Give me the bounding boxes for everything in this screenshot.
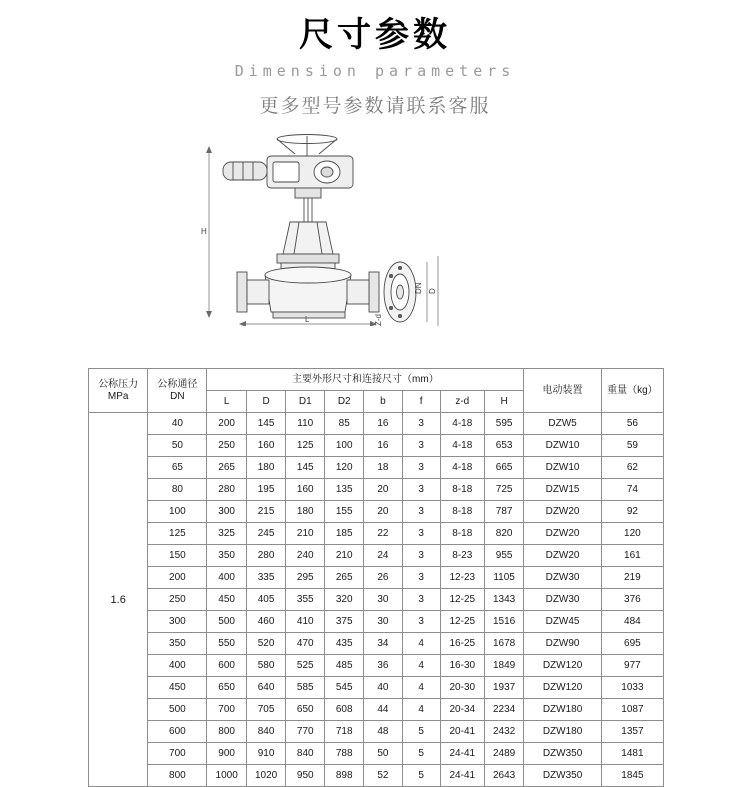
cell-l: 500 <box>207 611 246 633</box>
cell-h: 653 <box>484 435 523 457</box>
header-pressure-line1: 公称压力 <box>98 378 139 390</box>
cell-d1: 110 <box>286 413 325 435</box>
cell-f: 4 <box>402 677 440 699</box>
cell-d2: 320 <box>325 589 364 611</box>
cell-zd: 4-18 <box>440 435 484 457</box>
cell-zd: 12-23 <box>440 567 484 589</box>
cell-f: 3 <box>402 413 440 435</box>
cell-d: 640 <box>246 677 285 699</box>
header-actuator: 电动装置 <box>524 369 601 413</box>
cell-weight: 977 <box>601 655 663 677</box>
header-pressure-line2: MPa <box>107 390 129 402</box>
cell-l: 900 <box>207 743 246 765</box>
cell-d: 910 <box>246 743 285 765</box>
header-sub-l: L <box>207 391 246 413</box>
cell-weight: 1481 <box>601 743 663 765</box>
cell-d1: 410 <box>286 611 325 633</box>
cell-d1: 210 <box>286 523 325 545</box>
cell-d1: 125 <box>286 435 325 457</box>
cell-zd: 8-23 <box>440 545 484 567</box>
cell-d: 245 <box>246 523 285 545</box>
cell-dn: 40 <box>148 413 207 435</box>
table-row <box>89 743 664 765</box>
cell-zd: 8-18 <box>440 479 484 501</box>
page-title: 尺寸参数 <box>299 16 451 54</box>
cell-actuator: DZW30 <box>524 589 601 611</box>
table-row <box>89 633 664 655</box>
cell-weight: 74 <box>601 479 663 501</box>
cell-l: 400 <box>207 567 246 589</box>
cell-weight: 376 <box>601 589 663 611</box>
contact-note: 更多型号参数请联系客服 <box>259 96 491 117</box>
cell-d: 405 <box>246 589 285 611</box>
cell-d2: 85 <box>325 413 364 435</box>
cell-zd: 16-25 <box>440 633 484 655</box>
cell-l: 1000 <box>207 765 246 787</box>
cell-d1: 950 <box>286 765 325 787</box>
cell-zd: 4-18 <box>440 413 484 435</box>
header-sub-d: D <box>246 391 285 413</box>
cell-dn: 200 <box>148 567 207 589</box>
table-row <box>89 523 664 545</box>
page-header <box>0 0 750 124</box>
cell-d2: 435 <box>325 633 364 655</box>
cell-weight: 1845 <box>601 765 663 787</box>
cell-d: 1020 <box>246 765 285 787</box>
table-row <box>89 435 664 457</box>
header-sub-b: b <box>364 391 402 413</box>
cell-weight: 219 <box>601 567 663 589</box>
cell-b: 44 <box>364 699 402 721</box>
dim-label-zd: Z-d <box>374 314 383 326</box>
header-diameter-line2: DN <box>170 390 185 402</box>
cell-weight: 1087 <box>601 699 663 721</box>
cell-h: 2643 <box>484 765 523 787</box>
cell-actuator: DZW20 <box>524 501 601 523</box>
table-row <box>89 765 664 787</box>
cell-h: 787 <box>484 501 523 523</box>
cell-l: 700 <box>207 699 246 721</box>
cell-d1: 240 <box>286 545 325 567</box>
cell-dn: 150 <box>148 545 207 567</box>
cell-f: 4 <box>402 633 440 655</box>
cell-l: 650 <box>207 677 246 699</box>
cell-zd: 8-18 <box>440 523 484 545</box>
cell-dn: 50 <box>148 435 207 457</box>
cell-d: 280 <box>246 545 285 567</box>
cell-h: 595 <box>484 413 523 435</box>
dimension-table-wrap <box>88 368 664 787</box>
cell-d: 460 <box>246 611 285 633</box>
cell-h: 955 <box>484 545 523 567</box>
cell-h: 2489 <box>484 743 523 765</box>
cell-dn: 100 <box>148 501 207 523</box>
cell-b: 52 <box>364 765 402 787</box>
cell-weight: 120 <box>601 523 663 545</box>
header-diameter-line1: 公称通径 <box>157 378 198 390</box>
cell-h: 1516 <box>484 611 523 633</box>
cell-d2: 898 <box>325 765 364 787</box>
cell-dn: 400 <box>148 655 207 677</box>
cell-d: 580 <box>246 655 285 677</box>
cell-actuator: DZW350 <box>524 743 601 765</box>
cell-h: 1105 <box>484 567 523 589</box>
cell-pressure: 1.6 <box>89 413 148 787</box>
cell-h: 665 <box>484 457 523 479</box>
cell-d1: 470 <box>286 633 325 655</box>
cell-b: 50 <box>364 743 402 765</box>
cell-b: 30 <box>364 611 402 633</box>
cell-d2: 375 <box>325 611 364 633</box>
cell-weight: 1033 <box>601 677 663 699</box>
cell-d2: 185 <box>325 523 364 545</box>
cell-b: 34 <box>364 633 402 655</box>
cell-f: 3 <box>402 523 440 545</box>
cell-f: 3 <box>402 545 440 567</box>
cell-f: 3 <box>402 611 440 633</box>
cell-d2: 545 <box>325 677 364 699</box>
cell-d2: 265 <box>325 567 364 589</box>
cell-dn: 65 <box>148 457 207 479</box>
cell-d: 180 <box>246 457 285 479</box>
cell-actuator: DZW20 <box>524 523 601 545</box>
cell-zd: 12-25 <box>440 589 484 611</box>
cell-d1: 160 <box>286 479 325 501</box>
cell-l: 450 <box>207 589 246 611</box>
table-row <box>89 721 664 743</box>
cell-b: 26 <box>364 567 402 589</box>
cell-dn: 500 <box>148 699 207 721</box>
cell-dn: 800 <box>148 765 207 787</box>
cell-d1: 355 <box>286 589 325 611</box>
table-row <box>89 589 664 611</box>
table-row <box>89 699 664 721</box>
cell-actuator: DZW90 <box>524 633 601 655</box>
cell-d1: 840 <box>286 743 325 765</box>
cell-d1: 650 <box>286 699 325 721</box>
cell-l: 800 <box>207 721 246 743</box>
cell-weight: 484 <box>601 611 663 633</box>
table-row <box>89 501 664 523</box>
table-row <box>89 567 664 589</box>
cell-d2: 100 <box>325 435 364 457</box>
header-main-dims: 主要外形尺寸和连接尺寸（mm） <box>207 369 524 391</box>
cell-zd: 16-30 <box>440 655 484 677</box>
table-header-row-1 <box>89 369 664 391</box>
cell-h: 725 <box>484 479 523 501</box>
table-row <box>89 545 664 567</box>
cell-f: 4 <box>402 699 440 721</box>
cell-f: 5 <box>402 765 440 787</box>
cell-actuator: DZW20 <box>524 545 601 567</box>
cell-b: 20 <box>364 501 402 523</box>
cell-d1: 295 <box>286 567 325 589</box>
cell-dn: 600 <box>148 721 207 743</box>
cell-zd: 20-30 <box>440 677 484 699</box>
cell-weight: 161 <box>601 545 663 567</box>
cell-dn: 350 <box>148 633 207 655</box>
header-sub-d2: D2 <box>325 391 364 413</box>
cell-actuator: DZW15 <box>524 479 601 501</box>
cell-weight: 62 <box>601 457 663 479</box>
cell-weight: 695 <box>601 633 663 655</box>
cell-d2: 788 <box>325 743 364 765</box>
header-sub-d1: D1 <box>286 391 325 413</box>
cell-l: 600 <box>207 655 246 677</box>
cell-h: 1849 <box>484 655 523 677</box>
cell-l: 200 <box>207 413 246 435</box>
cell-l: 350 <box>207 545 246 567</box>
cell-f: 3 <box>402 589 440 611</box>
cell-d2: 135 <box>325 479 364 501</box>
header-sub-zd: z-d <box>440 391 484 413</box>
cell-dn: 125 <box>148 523 207 545</box>
table-row <box>89 677 664 699</box>
table-body <box>89 413 664 787</box>
cell-d: 195 <box>246 479 285 501</box>
cell-d2: 485 <box>325 655 364 677</box>
cell-zd: 4-18 <box>440 457 484 479</box>
cell-weight: 59 <box>601 435 663 457</box>
cell-h: 1343 <box>484 589 523 611</box>
cell-dn: 80 <box>148 479 207 501</box>
cell-d1: 145 <box>286 457 325 479</box>
cell-f: 5 <box>402 743 440 765</box>
cell-h: 2432 <box>484 721 523 743</box>
cell-zd: 20-41 <box>440 721 484 743</box>
cell-d2: 210 <box>325 545 364 567</box>
dim-label-h: H <box>201 227 207 236</box>
header-pressure <box>89 369 148 413</box>
cell-b: 16 <box>364 435 402 457</box>
header-sub-f: f <box>402 391 440 413</box>
table-row <box>89 457 664 479</box>
cell-l: 325 <box>207 523 246 545</box>
cell-b: 36 <box>364 655 402 677</box>
cell-f: 3 <box>402 435 440 457</box>
cell-dn: 300 <box>148 611 207 633</box>
cell-actuator: DZW10 <box>524 435 601 457</box>
table-head <box>89 369 664 413</box>
cell-b: 20 <box>364 479 402 501</box>
cell-d: 215 <box>246 501 285 523</box>
dim-label-d: D <box>428 288 437 294</box>
cell-weight: 92 <box>601 501 663 523</box>
cell-l: 300 <box>207 501 246 523</box>
header-sub-h: H <box>484 391 523 413</box>
table-row <box>89 655 664 677</box>
cell-d: 705 <box>246 699 285 721</box>
cell-b: 24 <box>364 545 402 567</box>
cell-d: 520 <box>246 633 285 655</box>
cell-l: 265 <box>207 457 246 479</box>
valve-drawing <box>0 126 750 331</box>
table-row <box>89 413 664 435</box>
cell-d2: 608 <box>325 699 364 721</box>
cell-weight: 56 <box>601 413 663 435</box>
cell-f: 3 <box>402 457 440 479</box>
cell-h: 820 <box>484 523 523 545</box>
cell-b: 30 <box>364 589 402 611</box>
cell-d1: 180 <box>286 501 325 523</box>
cell-actuator: DZW180 <box>524 721 601 743</box>
cell-d2: 718 <box>325 721 364 743</box>
cell-d: 145 <box>246 413 285 435</box>
cell-actuator: DZW120 <box>524 677 601 699</box>
table-row <box>89 611 664 633</box>
cell-f: 3 <box>402 567 440 589</box>
cell-b: 18 <box>364 457 402 479</box>
valve-drawing-svg <box>195 126 555 326</box>
cell-weight: 1357 <box>601 721 663 743</box>
cell-zd: 24-41 <box>440 765 484 787</box>
cell-d2: 155 <box>325 501 364 523</box>
cell-d1: 770 <box>286 721 325 743</box>
cell-actuator: DZW45 <box>524 611 601 633</box>
cell-d: 335 <box>246 567 285 589</box>
cell-actuator: DZW120 <box>524 655 601 677</box>
dimension-table <box>88 368 664 787</box>
cell-d1: 585 <box>286 677 325 699</box>
cell-l: 250 <box>207 435 246 457</box>
cell-zd: 12-25 <box>440 611 484 633</box>
cell-l: 550 <box>207 633 246 655</box>
cell-b: 22 <box>364 523 402 545</box>
cell-f: 3 <box>402 479 440 501</box>
table-row <box>89 479 664 501</box>
cell-d2: 120 <box>325 457 364 479</box>
cell-d1: 525 <box>286 655 325 677</box>
cell-f: 4 <box>402 655 440 677</box>
cell-actuator: DZW10 <box>524 457 601 479</box>
dim-label-dn: DN <box>414 282 423 294</box>
cell-b: 40 <box>364 677 402 699</box>
cell-b: 48 <box>364 721 402 743</box>
cell-d: 840 <box>246 721 285 743</box>
dim-label-l: L <box>305 315 310 324</box>
page-subtitle-en: Dimension parameters <box>234 62 516 80</box>
cell-zd: 8-18 <box>440 501 484 523</box>
cell-h: 1678 <box>484 633 523 655</box>
cell-f: 3 <box>402 501 440 523</box>
cell-actuator: DZW180 <box>524 699 601 721</box>
cell-h: 2234 <box>484 699 523 721</box>
cell-dn: 700 <box>148 743 207 765</box>
header-weight: 重量（kg） <box>601 369 663 413</box>
cell-l: 280 <box>207 479 246 501</box>
cell-dn: 450 <box>148 677 207 699</box>
header-diameter <box>148 369 207 413</box>
cell-actuator: DZW350 <box>524 765 601 787</box>
cell-h: 1937 <box>484 677 523 699</box>
cell-actuator: DZW5 <box>524 413 601 435</box>
cell-dn: 250 <box>148 589 207 611</box>
cell-b: 16 <box>364 413 402 435</box>
cell-zd: 20-34 <box>440 699 484 721</box>
cell-d: 160 <box>246 435 285 457</box>
cell-zd: 24-41 <box>440 743 484 765</box>
cell-actuator: DZW30 <box>524 567 601 589</box>
cell-f: 5 <box>402 721 440 743</box>
